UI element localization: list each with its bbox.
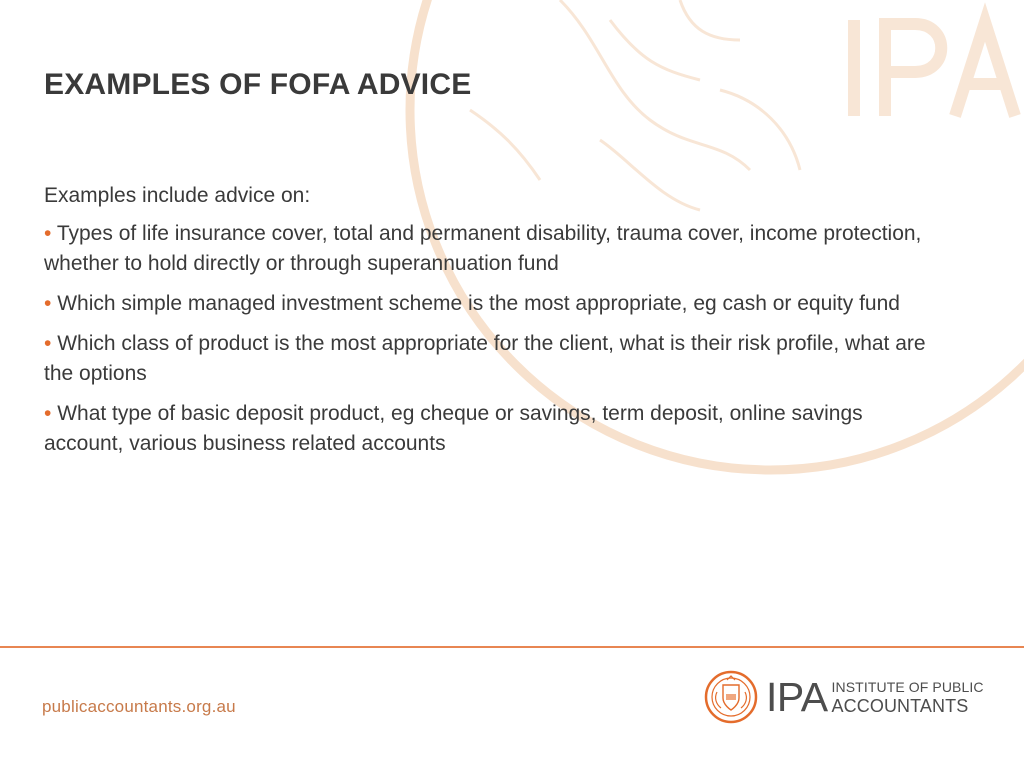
bullet-dot-icon: •: [44, 402, 52, 425]
bullet-item: [44, 219, 944, 279]
bullet-dot-icon: •: [44, 292, 52, 315]
logo-name: [832, 678, 984, 716]
ipa-logo: [704, 669, 984, 725]
bullet-text: What type of basic deposit product, eg cheque or savings, term deposit, online savings account, various business related accounts: [44, 402, 863, 455]
slide-title: EXAMPLES OF FOFA ADVICE: [44, 68, 472, 101]
bullet-dot-icon: •: [44, 222, 52, 245]
ipa-seal-icon: [704, 670, 758, 724]
footer-divider: [0, 646, 1024, 648]
bullet-dot-icon: •: [44, 332, 52, 355]
bullet-text: Types of life insurance cover, total and permanent disability, trauma cover, income protection, whether to hold directly or through superannuation fund: [44, 222, 922, 275]
logo-ipa-text: IPA: [766, 674, 828, 720]
bullet-item: [44, 289, 944, 319]
logo-name-line1: INSTITUTE OF PUBLIC: [831, 679, 984, 695]
bullet-item: [44, 329, 944, 389]
intro-text: Examples include advice on:: [44, 184, 311, 207]
logo-name-line2: ACCOUNTANTS: [831, 696, 969, 716]
bullet-item: [44, 399, 944, 459]
bullet-text: Which class of product is the most appropriate for the client, what is their risk profile, what are the options: [44, 332, 926, 385]
website-link[interactable]: publicaccountants.org.au: [42, 697, 236, 716]
bullet-list: [44, 219, 944, 459]
slide-body: [44, 181, 944, 469]
bullet-text: Which simple managed investment scheme is the most appropriate, eg cash or equity fund: [57, 292, 900, 315]
